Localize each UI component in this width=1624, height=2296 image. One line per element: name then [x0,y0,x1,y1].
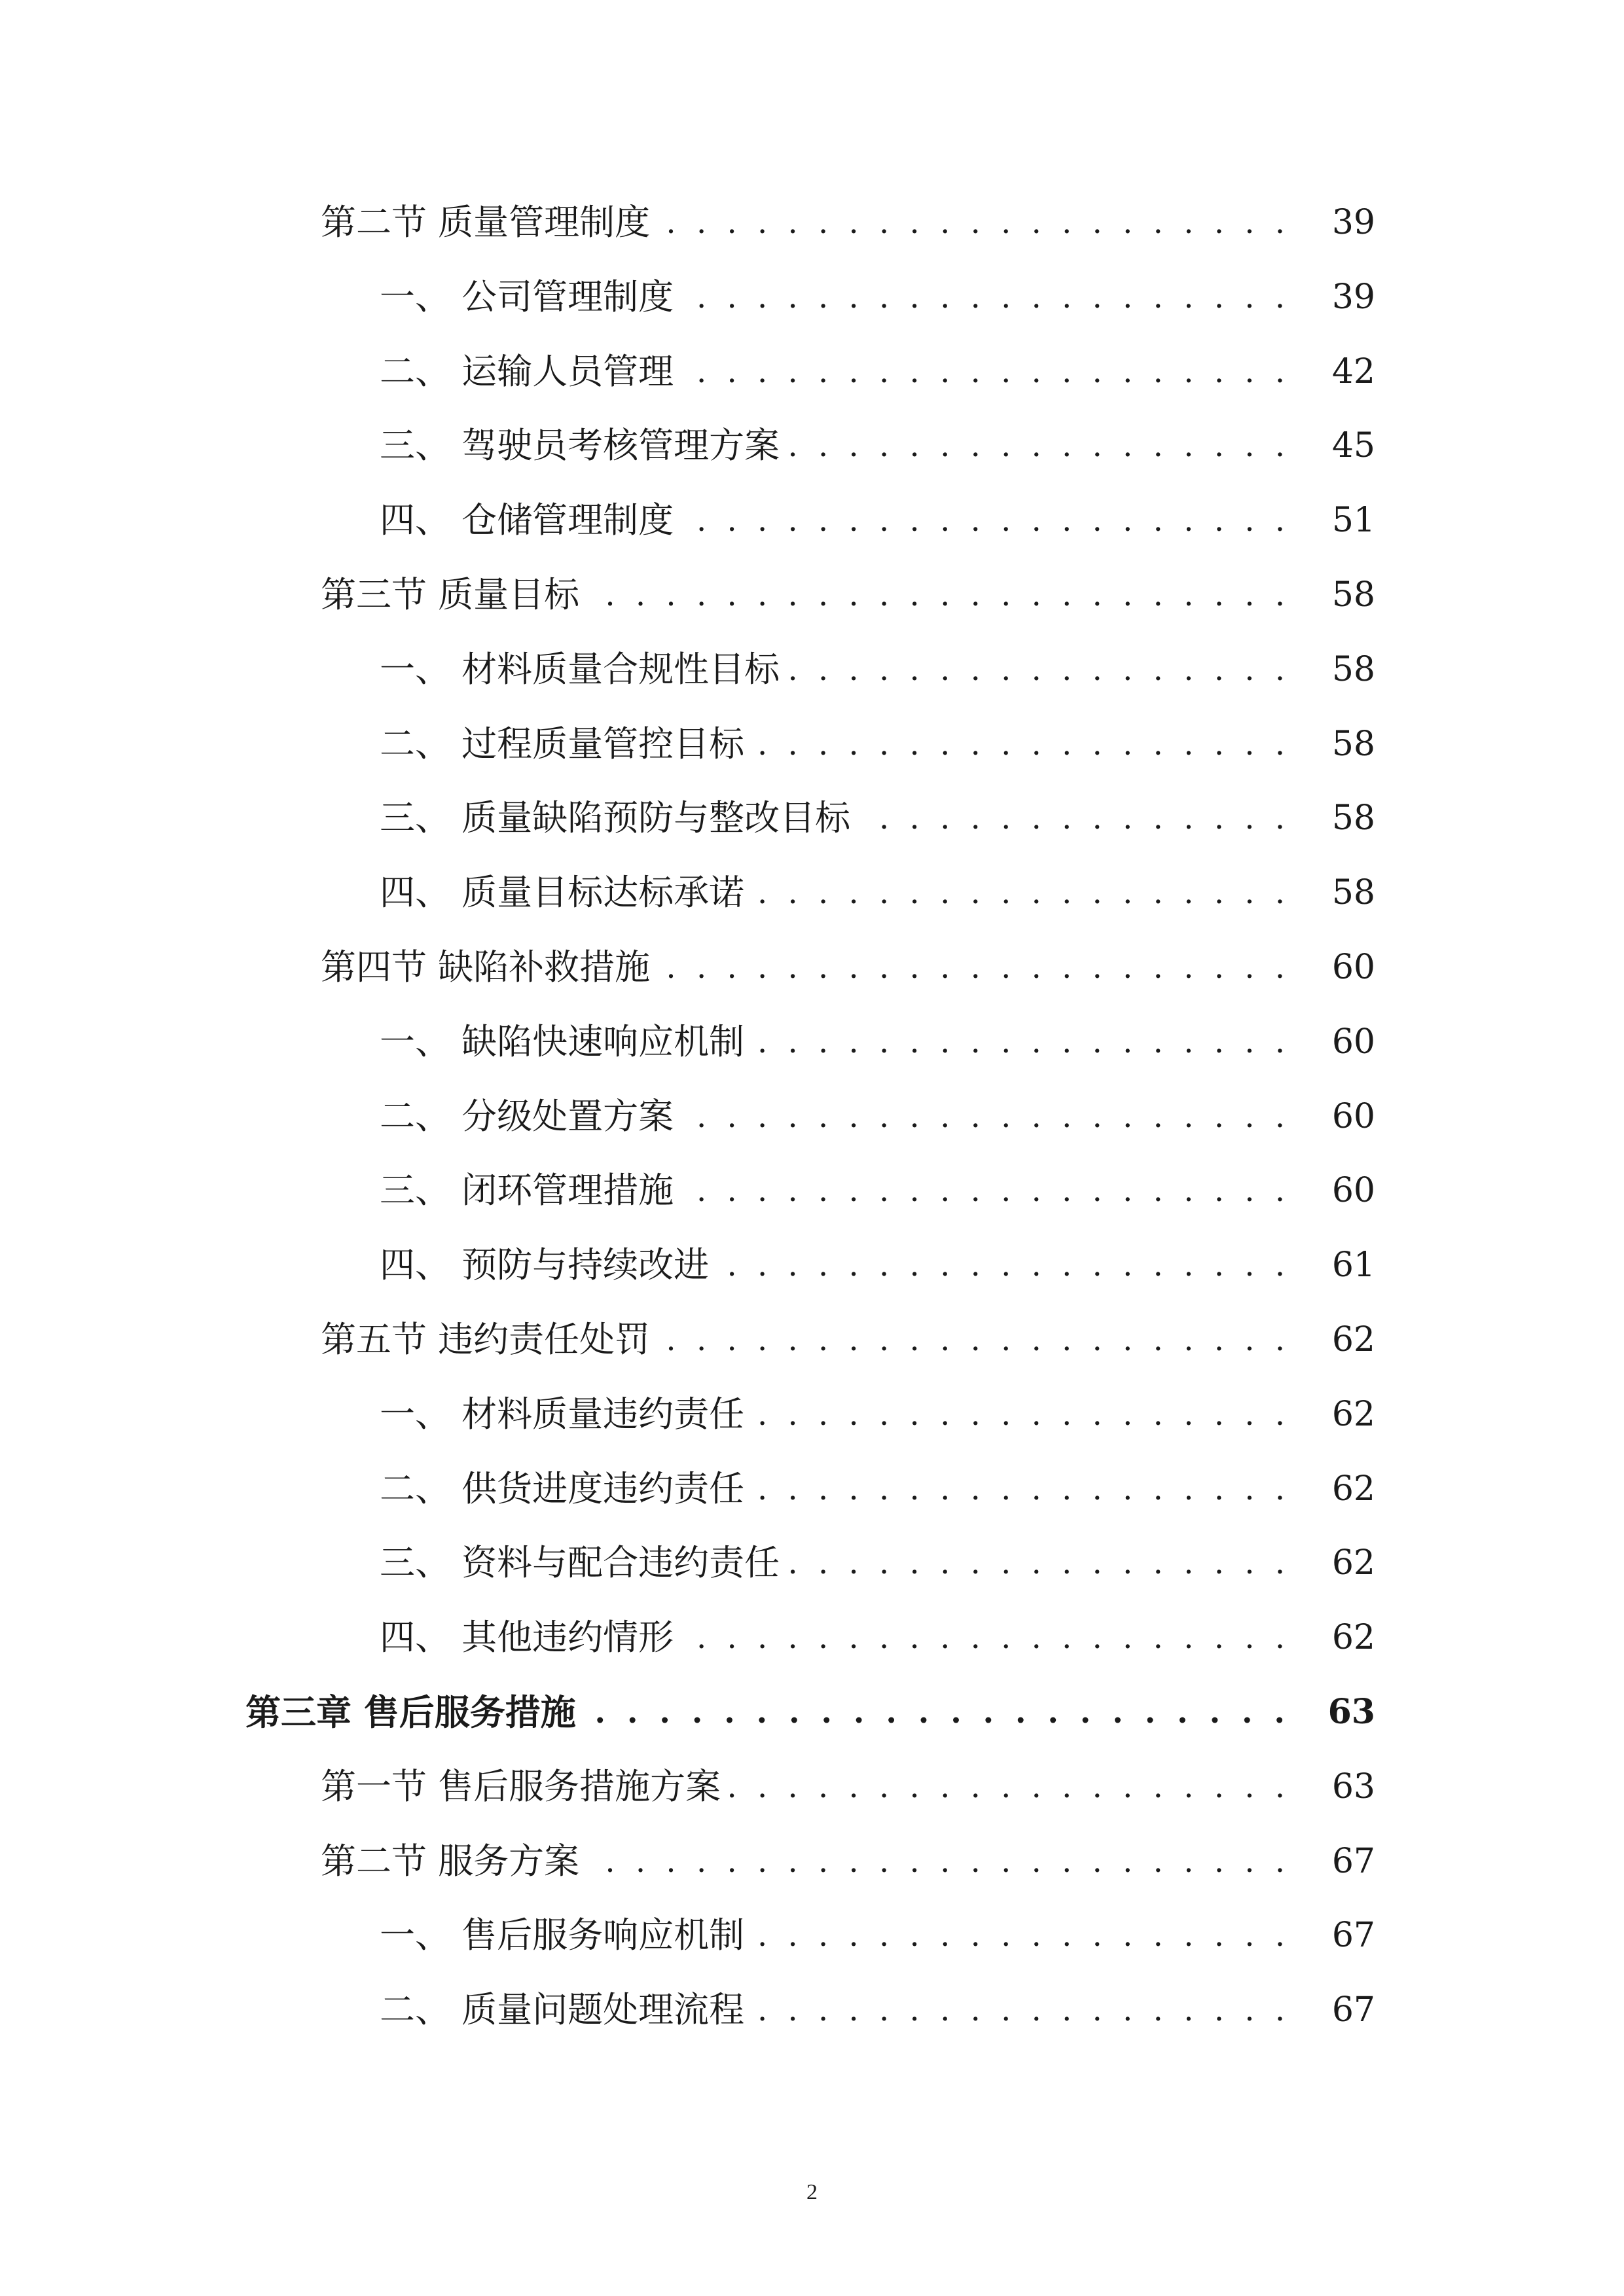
toc-entry-item[interactable] [0,1164,1624,1217]
toc-entry-label: 一、 缺陷快速响应机制 [380,1020,745,1062]
toc-entry-page-number: 60 [1331,948,1375,987]
toc-leader-dots [753,1388,1290,1441]
toc-entry-label: 三、 闭环管理措施 [380,1170,674,1211]
toc-entry-label: 第二节 质量管理制度 [321,202,651,243]
toc-entry-item[interactable] [0,1611,1624,1664]
toc-entry-page-number: 39 [1331,277,1375,317]
toc-entry-section[interactable] [0,941,1624,994]
toc-leader-dots [789,420,1290,472]
toc-entry-page-number: 67 [1331,1916,1375,1956]
toc-entry-item[interactable] [0,346,1624,398]
toc-entry-page-number: 39 [1331,203,1375,242]
toc-leader-dots [753,718,1290,770]
toc-entry-label: 第四节 缺陷补救措施 [321,946,651,988]
toc-entry-item[interactable] [0,718,1624,770]
toc-entry-item[interactable] [0,494,1624,547]
toc-entry-section[interactable] [0,1314,1624,1366]
toc-entry-label: 三、 质量缺陷预防与整改目标 [380,797,851,839]
toc-entry-label: 三、 驾驶员考核管理方案 [380,425,780,467]
toc-entry-page-number: 67 [1331,1841,1375,1881]
toc-entry-page-number: 63 [1331,1767,1375,1806]
toc-entry-page-number: 58 [1331,873,1375,913]
toc-leader-dots [659,1314,1290,1366]
toc-entry-page-number: 62 [1331,1618,1375,1658]
toc-entry-page-number: 45 [1331,426,1375,466]
toc-entry-page-number: 60 [1331,1022,1375,1062]
toc-entry-page-number: 42 [1331,351,1375,391]
toc-entry-page-number: 62 [1331,1320,1375,1359]
toc-entry-label: 一、 售后服务响应机制 [380,1914,745,1956]
toc-entry-item[interactable] [0,1239,1624,1291]
toc-entry-item[interactable] [0,643,1624,696]
toc-leader-dots [753,1016,1290,1068]
toc-leader-dots [588,1835,1290,1888]
toc-entry-page-number: 58 [1331,724,1375,764]
toc-entry-page-number: 58 [1331,649,1375,689]
toc-leader-dots [753,1984,1290,2036]
toc-entry-label: 二、 供货进度违约责任 [380,1467,745,1509]
toc-entry-label: 二、 运输人员管理 [380,350,674,392]
toc-leader-dots [859,792,1290,844]
toc-entry-page-number: 60 [1331,1096,1375,1136]
toc-entry-label: 第二节 服务方案 [321,1840,580,1882]
toc-entry-page-number: 51 [1331,501,1375,541]
toc-entry-label: 一、 材料质量违约责任 [380,1393,745,1435]
toc-entry-page-number: 58 [1331,575,1375,615]
toc-entry-item[interactable] [0,1463,1624,1515]
toc-entry-label: 第三节 质量目标 [321,574,580,615]
toc-entry-section[interactable] [0,1761,1624,1813]
toc-entry-label: 三、 资料与配合违约责任 [380,1542,780,1584]
toc-entry-section[interactable] [0,569,1624,621]
toc-leader-dots [683,346,1290,398]
toc-entry-item[interactable] [0,420,1624,472]
toc-entry-page-number: 67 [1331,1990,1375,2030]
toc-entry-item[interactable] [0,1388,1624,1441]
toc-leader-dots [683,1090,1290,1143]
page-number: 2 [806,2180,818,2204]
toc-entry-page-number: 61 [1331,1246,1375,1285]
toc-leader-dots [659,941,1290,994]
toc-entry-item[interactable] [0,867,1624,919]
toc-leader-dots [789,643,1290,696]
toc-leader-dots [683,271,1290,323]
toc-leader-dots [683,1611,1290,1664]
toc-leader-dots [753,867,1290,919]
toc-entry-label: 第五节 违约责任处罚 [321,1319,651,1360]
toc-entry-item[interactable] [0,1984,1624,2036]
toc-entry-page-number: 62 [1331,1394,1375,1434]
toc-entry-page-number: 63 [1327,1692,1375,1732]
toc-leader-dots [585,1686,1290,1738]
toc-entry-item[interactable] [0,1537,1624,1589]
toc-entry-item[interactable] [0,792,1624,844]
toc-entry-item[interactable] [0,1016,1624,1068]
toc-entry-label: 四、 仓储管理制度 [380,499,674,541]
toc-entry-label: 一、 公司管理制度 [380,276,674,317]
toc-entry-label: 四、 质量目标达标承诺 [380,872,745,914]
toc-leader-dots [588,569,1290,621]
toc-leader-dots [753,1909,1290,1962]
toc-entry-label: 一、 材料质量合规性目标 [380,648,780,690]
toc-entry-section[interactable] [0,1835,1624,1888]
toc-entry-item[interactable] [0,1909,1624,1962]
toc-entry-item[interactable] [0,1090,1624,1143]
toc-entry-page-number: 60 [1331,1171,1375,1211]
toc-entry-label: 二、 质量问题处理流程 [380,1989,745,2031]
toc-leader-dots [718,1239,1290,1291]
toc-leader-dots [753,1463,1290,1515]
toc-entry-label: 第三章 售后服务措施 [245,1691,576,1733]
toc-entry-label: 四、 预防与持续改进 [380,1244,710,1286]
toc-entry-label: 二、 分级处置方案 [380,1095,674,1137]
toc-leader-dots [730,1761,1290,1813]
toc-entry-page-number: 58 [1331,798,1375,838]
toc-leader-dots [659,196,1290,249]
toc-entry-page-number: 62 [1331,1543,1375,1583]
toc-entry-section[interactable] [0,196,1624,249]
toc-entry-label: 第一节 售后服务措施方案 [321,1765,721,1807]
toc-entry-label: 二、 过程质量管控目标 [380,723,745,764]
toc-entry-item[interactable] [0,271,1624,323]
toc-entry-label: 四、 其他违约情形 [380,1617,674,1659]
toc-leader-dots [683,1164,1290,1217]
toc-entry-page-number: 62 [1331,1469,1375,1509]
toc-entry-chapter[interactable] [0,1686,1624,1738]
toc-leader-dots [683,494,1290,547]
toc-leader-dots [789,1537,1290,1589]
